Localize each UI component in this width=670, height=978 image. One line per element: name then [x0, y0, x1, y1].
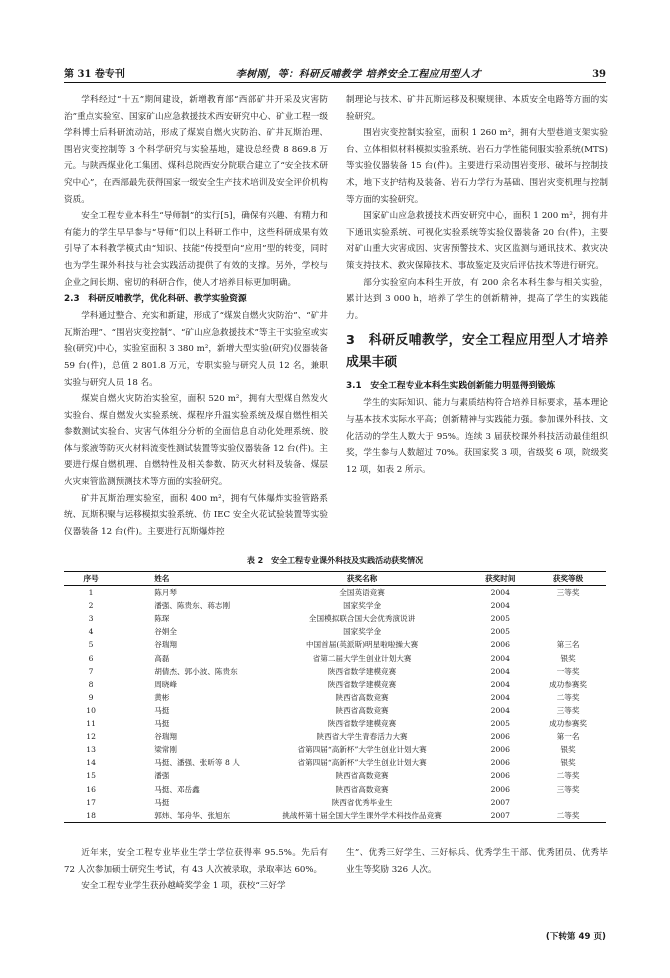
table-cell: 2005	[490, 627, 510, 637]
table-cell: 谷娟全	[154, 627, 177, 637]
paragraph: 国家矿山应急救援技术西安研究中心，面积 1 200 m²，拥有井下通讯实验系统、可视化实验系统等实验仪器装备 20 台(件)，主要对矿山重大灾害成因、灾害预警技术、灾区监测与通讯技术、救灾决策支持技术、救灾保障技术、事故鉴定及灾后评估技术等进行研究。	[346, 211, 608, 271]
table-cell: 一等奖	[556, 666, 580, 676]
table-cell: 陕西省高数竞赛	[335, 692, 389, 702]
paragraph: 安全工程专业学生获孙越崎奖学金 1 项，获校“三好学	[81, 881, 286, 892]
table-cell: 2004	[490, 653, 510, 663]
table-cell: 2006	[490, 758, 510, 768]
table-cell: 国家奖学金	[343, 627, 382, 637]
table-cell: 谷瑞翔	[154, 640, 177, 650]
table-cell: 2004	[490, 679, 510, 689]
table-cell: 3	[88, 614, 94, 624]
header-cell: 序号	[83, 574, 99, 583]
table-cell: 第一名	[556, 732, 580, 742]
table-row	[64, 612, 606, 625]
table-row	[64, 783, 606, 796]
table-cell: 2	[88, 601, 94, 611]
table-cell: 周晓峰	[154, 679, 177, 689]
table-cell: 二等奖	[556, 692, 580, 702]
table-cell: 2006	[490, 771, 510, 781]
awards-table-block	[64, 555, 606, 823]
table-cell: 陕西省高数竞赛	[335, 705, 389, 715]
paragraph: 制理论与技术、矿井瓦斯运移及积聚规律、本质安全电路等方面的实验研究。	[346, 95, 608, 122]
table-cell: 全国模拟联合国大会优秀演说讲	[308, 614, 416, 624]
table-cell: 11	[86, 719, 96, 729]
table-cell: 10	[86, 705, 96, 715]
section-heading-3: 3 科研反哺教学，安全工程应用型人才培养成果丰硕	[346, 333, 608, 371]
table-cell: 18	[86, 810, 96, 820]
table-row	[64, 625, 606, 638]
table-cell: 13	[86, 745, 96, 755]
table-cell: 谷瑞翔	[154, 732, 177, 742]
table-cell: 陕西省高数竞赛	[335, 771, 389, 781]
table-cell: 银奖	[560, 653, 576, 663]
table-cell: 郭炜、邹舟华、张旭东	[154, 810, 231, 820]
paragraph: 学科通过整合、充实和新建，形成了“煤炭自燃火灾防治”、“矿井瓦斯治理”、“围岩灾变控制”、“矿山应急救援技术”等主干实验室或实验(研究)中心，实验室面积 3 380 m²，新增大型实验(研究)仪器装备 59 台(件)，总值 2 801.8 万元，专职实验与研究人员 12 名，兼职实验与研究人员 18 名。	[64, 311, 328, 388]
table-row	[64, 678, 606, 691]
table-cell: 高磊	[154, 653, 170, 663]
page-number: 39	[592, 69, 606, 80]
paragraph: 安全工程专业本科生“导师制”的实行[5]，确保有兴趣、有精力和有能力的学生早早参与“导师”们以上科研工作中，这些科研成果有效引导了本科教学模式由“知识、技能”传授型向“应用”型的转变，同时也为学生课外科技与社会实践活动提供了有效的支撑。另外，学校与企业之间长期、密切的科研合作，使人才培养目标更加明确。	[64, 211, 328, 288]
table-cell: 12	[86, 732, 96, 742]
table-cell: 陕西省大学生青春活力大赛	[316, 732, 408, 742]
table-cell: 2004	[490, 666, 510, 676]
table-cell: 2007	[490, 810, 510, 820]
table-cell: 马挺	[154, 797, 170, 807]
bottom-right-column	[346, 845, 608, 878]
continued-note: (下转第 49 页)	[545, 932, 606, 942]
table-row	[64, 665, 606, 678]
bottom-left-column	[64, 845, 328, 895]
table-cell: 陈琛	[154, 614, 170, 624]
table-cell: 挑战杯第十届全国大学生课外学术科技作品竞赛	[282, 810, 442, 820]
table-cell: 2006	[490, 745, 510, 755]
table-cell: 三等奖	[556, 588, 580, 598]
table-cell: 15	[86, 771, 96, 781]
table-cell: 省第四届“高新杯”大学生创业计划大赛	[297, 758, 427, 768]
header-cell: 获奖名称	[346, 574, 378, 583]
table-cell: 三等奖	[556, 705, 580, 715]
table-row	[64, 796, 606, 809]
table-cell: 17	[86, 797, 96, 807]
table-cell: 2004	[490, 692, 510, 702]
table-cell: 8	[88, 679, 94, 689]
table-row	[64, 586, 606, 600]
table-row	[64, 769, 606, 782]
table-cell: 国家奖学金	[343, 601, 382, 611]
paragraph: 围岩灾变控制实验室，面积 1 260 m²，拥有大型巷道支架实验台、立体相似材料模拟实验系统、岩石力学性能伺服实验系统(MTS)等实验仪器装备 15 台(件)。主要进行采动围岩变形、破坏与控制技术，地下支护结构及装备、岩石力学行为基础、围岩灾变机理与控制等方面的实验研究。	[346, 128, 608, 205]
section-heading-2-3: 2.3 科研反哺教学，优化科研、教学实验资源	[64, 294, 247, 305]
table-cell: 陕西省数学建模竞赛	[327, 679, 397, 689]
paragraph: 煤炭自燃火灾防治实验室，面积 520 m²，拥有大型煤自然发火实验台、煤自燃发火实验系统、煤程序升温实验系统及煤自燃性相关参数测试实验台、灾害气体组分分析的全面信息自动化处理系统、胶体与浆液等防灭火材料流变性测试装置等实验仪器装备 12 台(件)。主要进行煤自燃机理、自燃特性及相关参数、防灭火材料及装备、煤层火灾束管监测预测技术等方面的实验研究。	[64, 394, 328, 488]
table-cell: 潘强、陈贵东、蒋志刚	[154, 601, 231, 611]
table-cell: 陕西省优秀毕业生	[331, 797, 393, 807]
running-head	[64, 62, 606, 80]
table-row	[64, 599, 606, 612]
table-cell: 2006	[490, 784, 510, 794]
table-row	[64, 691, 606, 704]
running-title: 李树刚，等：科研反哺教学 培养安全工程应用型人才	[235, 69, 482, 80]
table-cell: 2004	[490, 588, 510, 598]
table-cell: 4	[88, 627, 94, 637]
table-row	[64, 756, 606, 769]
paragraph: 学生的实际知识、能力与素质结构符合培养目标要求，基本理论与基本技术实际水平高；创新精神与实践能力强。参加课外科技、文化活动的学生人数大于 95%。连续 3 届获校课外科技活动最佳组织奖，学生参与人数超过 70%。获国家奖 3 项，省级奖 6 项，院级奖 12 项，如表 2 所示。	[346, 398, 608, 475]
table-cell: 6	[88, 653, 94, 663]
paragraph: 学科经过“十五”期间建设，新增教育部“西部矿井开采及灾害防治”重点实验室、国家矿山应急救援技术西安研究中心、矿业工程一级学科博士后科研流动站，形成了煤炭自燃火灾防治、矿井瓦斯治理、围岩灾变控制等 3 个科学研究与实验基地，建设总经费 8 869.8 万元。与陕西煤业化工集团、煤科总院西安分院联合建立了“安全技术研究中心”，在西部最先获得国家一级安全生产技术培训及安全评价机构资质。	[64, 95, 328, 205]
table-cell	[530, 612, 606, 625]
table-cell: 银奖	[560, 745, 576, 755]
section-heading-3-1: 3.1 安全工程专业本科生实践创新能力明显得到锻炼	[346, 381, 556, 392]
table-cell: 陕西省数学建模竞赛	[327, 666, 397, 676]
table-cell: 2006	[490, 732, 510, 742]
table-cell: 2004	[490, 601, 510, 611]
table-cell: 5	[88, 640, 94, 650]
table-header-row	[64, 572, 606, 586]
table-cell: 2005	[490, 719, 510, 729]
table-row	[64, 809, 606, 823]
table-cell: 9	[88, 692, 94, 702]
awards-table	[64, 571, 606, 823]
table-cell: 成功参赛奖	[549, 719, 588, 729]
table-cell: 2006	[490, 640, 510, 650]
table-cell: 马挺、潘强、张昕等 8 人	[154, 758, 240, 768]
table-row	[64, 638, 606, 651]
header-cell: 获奖等级	[552, 574, 584, 583]
table-cell: 7	[88, 666, 94, 676]
left-column	[64, 92, 328, 540]
table-cell: 陕西省高数竞赛	[335, 784, 389, 794]
table-row	[64, 652, 606, 665]
table-cell: 二等奖	[556, 810, 580, 820]
paragraph: 部分实验室向本科生开放，有 200 余名本科生参与相关实验，累计达到 3 000 h，培养了学生的创新精神，提高了学生的实践能力。	[346, 277, 608, 321]
table-cell: 胡倩杰、郭小波、陈贵东	[154, 666, 238, 676]
table-row	[64, 704, 606, 717]
paragraph: 生”、优秀三好学生、三好标兵、优秀学生干部、优秀团员、优秀毕业生等奖励 326 人次。	[346, 848, 608, 875]
table-cell: 陈月琴	[154, 588, 177, 598]
table-row	[64, 730, 606, 743]
table-cell: 银奖	[560, 758, 576, 768]
table-cell: 省第四届“高新杯”大学生创业计划大赛	[297, 745, 427, 755]
table-row	[64, 717, 606, 730]
table-cell: 马挺	[154, 719, 170, 729]
paragraph: 矿井瓦斯治理实验室，面积 400 m²，拥有气体爆炸实验管路系统、瓦斯积聚与运移模拟实验系统、仿 IEC 安全火花试验装置等实验仪器装备 12 台(件)。主要进行瓦斯爆炸控	[64, 493, 328, 537]
table-cell	[530, 625, 606, 638]
table-cell: 陕西省数学建模竞赛	[327, 719, 397, 729]
table-cell: 14	[86, 758, 96, 768]
paragraph: 近年来，安全工程专业毕业生学士学位获得率 95.5%。先后有 72 人次参加硕士研究生考试，有 43 人次被录取，录取率达 60%。	[64, 848, 328, 875]
header-cell: 获奖时间	[485, 574, 516, 583]
table-cell: 2007	[490, 797, 510, 807]
header-cell: 姓名	[154, 574, 170, 583]
table-cell	[530, 796, 606, 809]
table-cell: 梁常刚	[154, 745, 177, 755]
table-cell: 16	[86, 784, 96, 794]
table-cell: 第三名	[556, 640, 580, 650]
table-cell: 2005	[490, 614, 510, 624]
table-cell: 马挺、邓岳鑫	[154, 784, 200, 794]
table-cell: 潘强	[154, 771, 170, 781]
table-cell: 全国英语竞赛	[339, 588, 385, 598]
table-cell: 黄彬	[154, 692, 170, 702]
table-cell: 成功参赛奖	[549, 679, 588, 689]
table-cell: 马挺	[154, 705, 170, 715]
table-cell: 省第二届大学生创业计划大赛	[312, 653, 412, 663]
table-cell: 2004	[490, 705, 510, 715]
table-cell: 三等奖	[556, 784, 580, 794]
table-cell	[530, 599, 606, 612]
table-row	[64, 743, 606, 756]
header-rule	[64, 82, 606, 83]
table-cell: 1	[88, 588, 94, 598]
table-caption: 表 2 安全工程专业课外科技及实践活动获奖情况	[246, 556, 424, 565]
table-cell: 中国首届(英派斯)明星啦啦操大赛	[305, 640, 419, 650]
table-cell: 二等奖	[556, 771, 580, 781]
journal-volume: 第 31 卷专刊	[64, 69, 125, 80]
right-column	[346, 92, 608, 478]
